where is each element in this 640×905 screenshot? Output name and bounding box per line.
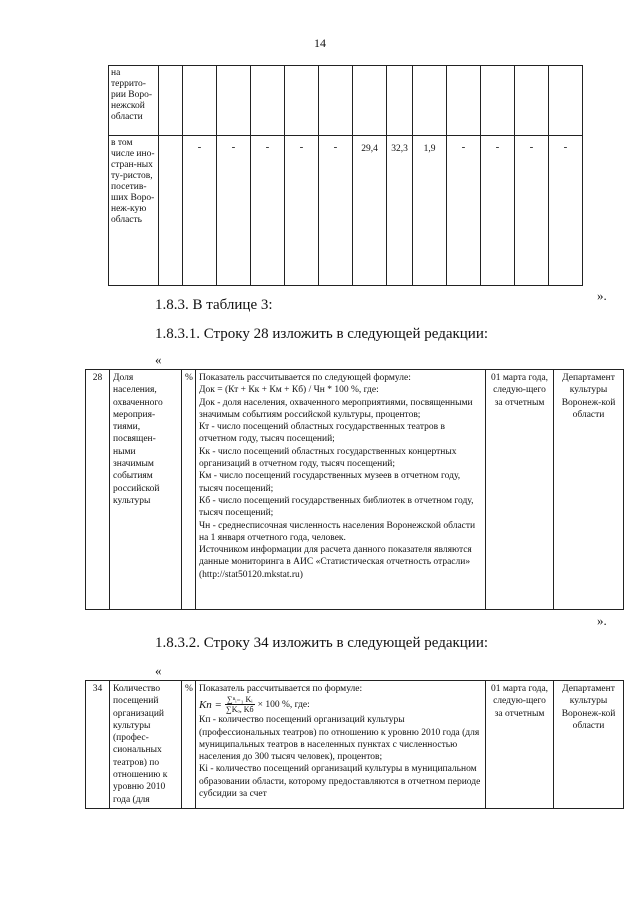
cell-value: 29,4 [353, 136, 387, 286]
responsible-department: Департамент культуры Воронеж-кой области [554, 370, 624, 610]
opening-quote: « [155, 352, 162, 367]
indicator-description: Показатель рассчитывается по формуле: Кп = $\frac{\text{∑ⁿᵢ₌₁ Kᵢ}}{\text{∑Kₒ, Kб}}$ × 100 %, где: Кп - количество посещений организаций культуры (профессиональных театров) по отношению к уровню 2010 года (для муниципальных театров в населенных пунктах с численностью населения до 300 тысяч человек), процентов; Кi - количество посещений организаций культуры в муниципальном образовании области, которому предоставляются в отчетном периоде субсидии за счет [196, 681, 486, 809]
row-label: в том числе ино-стран-ных ту-ристов, посетив-ших Воро-неж-кую область [109, 136, 159, 286]
closing-quote: ». [597, 613, 607, 628]
indicator-name: Количество посещений организаций культуры (профес-сиональных театров) по отношению к уровню 2010 года (для [110, 681, 182, 809]
indicator-name: Доля населения, охваченного мероприя-тиями, посвящен-ными значимым событиям российской культуры [110, 370, 182, 610]
cell-value: 32,3 [387, 136, 413, 286]
page-number: 14 [314, 36, 326, 50]
cell-value: - [481, 136, 515, 286]
cell-value: 1,9 [413, 136, 447, 286]
row-number: 28 [86, 370, 110, 610]
formula: Кп = $\frac{\text{∑ⁿᵢ₌₁ Kᵢ}}{\text{∑Kₒ, Kб}}$ × 100 %, где: [199, 695, 310, 715]
row-28-table [85, 369, 624, 610]
closing-quote: ». [597, 288, 607, 303]
unit: % [182, 681, 196, 809]
table-row [109, 136, 583, 286]
unit: % [182, 370, 196, 610]
table-row [109, 66, 583, 136]
cell-value: - [251, 136, 285, 286]
report-date: 01 марта года, следую-щего за отчетным [486, 681, 554, 809]
row-number: 34 [86, 681, 110, 809]
cell-value: - [183, 136, 217, 286]
cell-value: - [319, 136, 353, 286]
table-row [86, 681, 624, 809]
cell-value: - [285, 136, 319, 286]
row-34-table [85, 680, 624, 809]
indicator-description: Показатель рассчитывается по следующей формуле: Док = (Кт + Кк + Км + Кб) / Чн * 100 %, где: Док - доля населения, охваченного мероприятиями, посвященными значимым событиям российской культуры, процентов; Кт - число посещений областных государственных театров в отчетном году, тысяч посещений; Кк - число посещений областных государственных концертных организаций в отчетном году, тысяч посещений; Км - число посещений государственных музеев в отчетном году, тысяч посещений; Кб - число посещений государственных библиотек в отчетном году, тысяч посещений; Чн - среднесписочная численность населения Воронежской области на 1 января отчетного года, человек. Источником информации для расчета данного показателя являются данные мониторинга в АИС «Статистическая отчетность отрасли» (http://stat50120.mkstat.ru) [196, 370, 486, 610]
section-heading: 1.8.3.2. Строку 34 изложить в следующей редакции: [155, 635, 489, 651]
opening-quote: « [155, 663, 162, 678]
cell-value: - [549, 136, 583, 286]
report-date: 01 марта года, следую-щего за отчетным [486, 370, 554, 610]
section-heading: 1.8.3.1. Строку 28 изложить в следующей редакции: [155, 326, 489, 342]
row-label: на террито-рии Воро-нежской области [109, 66, 159, 136]
section-heading: 1.8.3. В таблице 3: [155, 297, 273, 313]
cell-value: - [515, 136, 549, 286]
table-row [86, 370, 624, 610]
cell-value: - [447, 136, 481, 286]
responsible-department: Департамент культуры Воронеж-кой области [554, 681, 624, 809]
cell-value: - [217, 136, 251, 286]
indicator-table-fragment [108, 65, 583, 286]
